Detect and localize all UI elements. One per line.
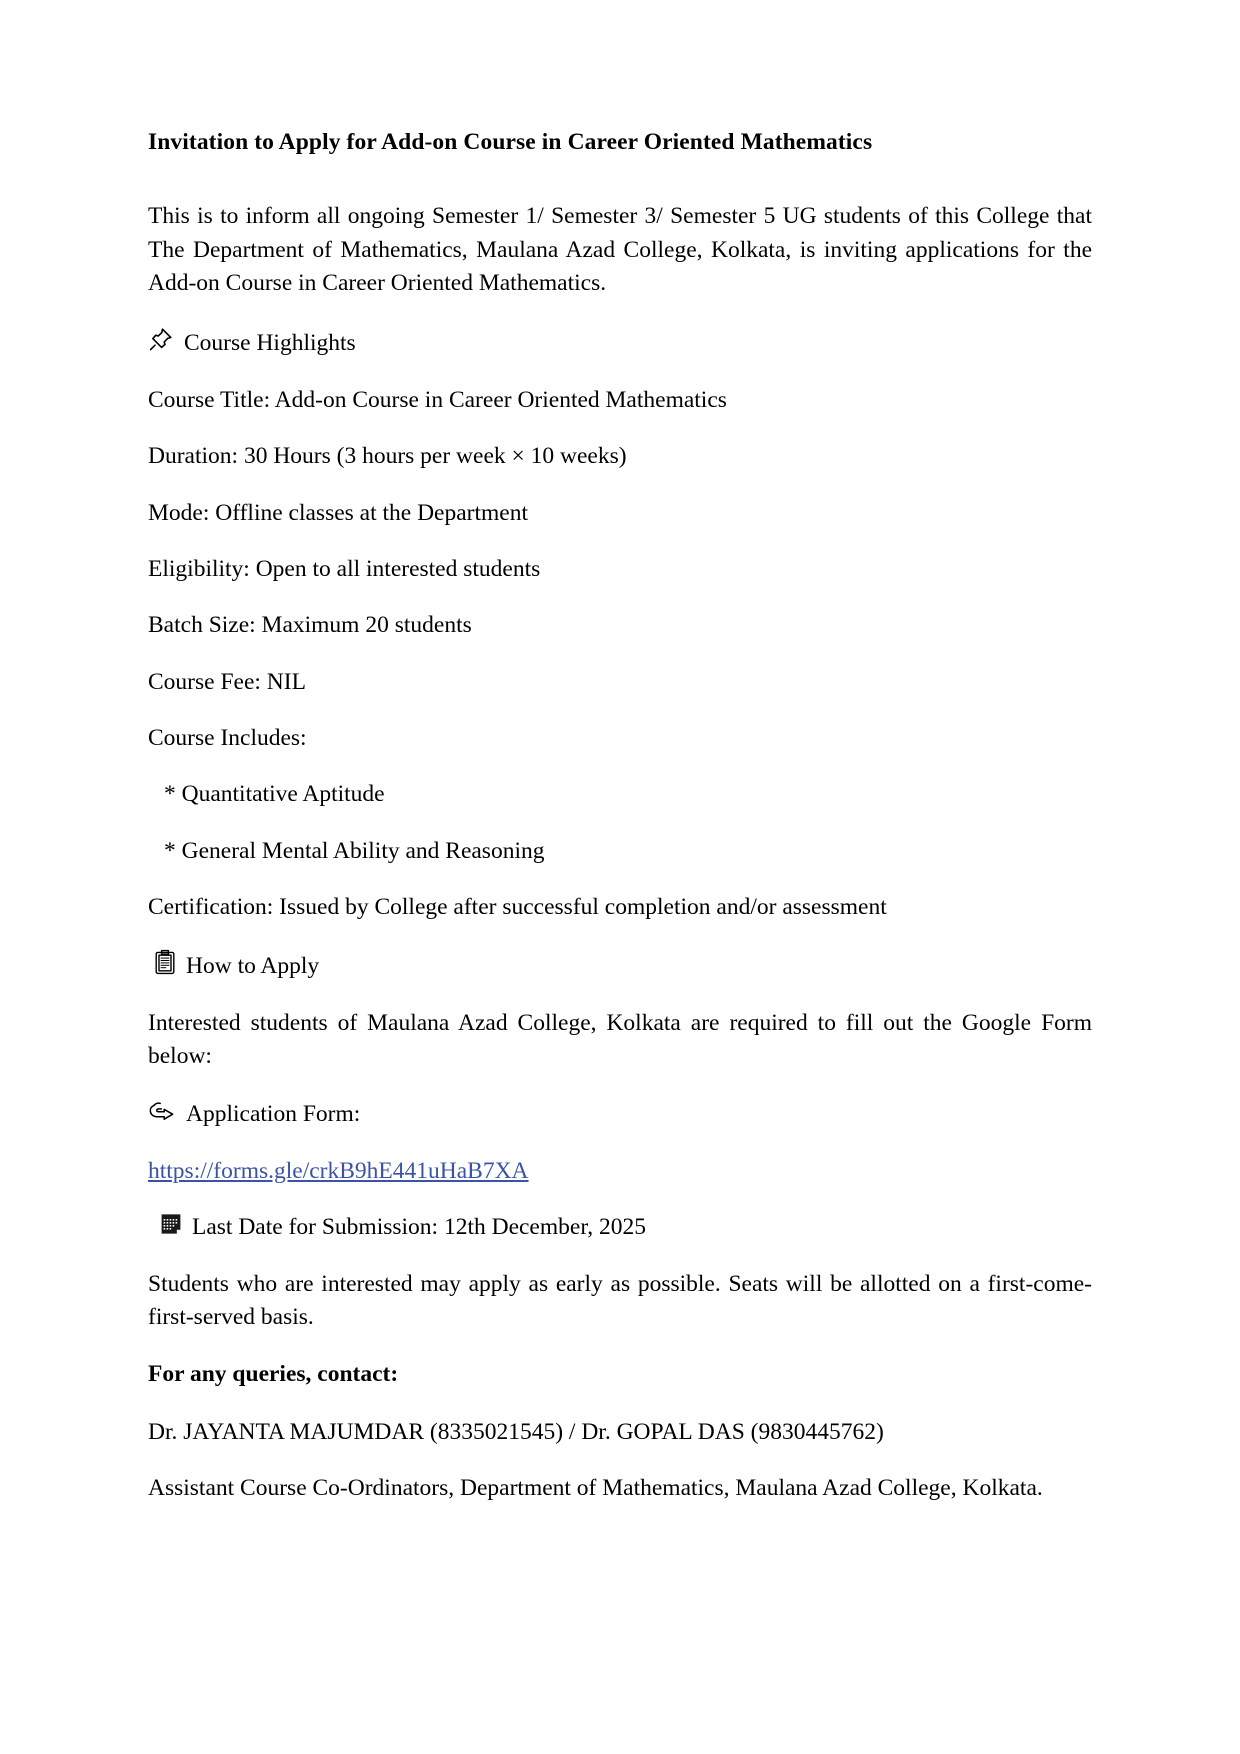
highlight-certification: Certification: Issued by College after successful completion and/or assessment	[148, 894, 887, 921]
list-item: * Quantitative Aptitude	[164, 781, 385, 808]
contact-designation: Assistant Course Co-Ordinators, Department of Mathematics, Maulana Azad College, Kolkata.	[148, 1475, 1043, 1501]
list-item: * General Mental Ability and Reasoning	[164, 837, 545, 864]
course-highlights-heading	[148, 324, 1092, 360]
how-to-apply-body: Interested students of Maulana Azad College, Kolkata are required to fill out the Google Form below:	[148, 1009, 1092, 1070]
deadline-row	[148, 1210, 1092, 1244]
calendar-icon	[160, 1212, 182, 1236]
document-content	[148, 128, 1092, 1505]
application-form-link[interactable]: https://forms.gle/crkB9hE441uHaB7XA	[148, 1157, 529, 1184]
pushpin-icon	[148, 326, 174, 352]
application-form-link-line	[148, 1155, 1092, 1188]
contact-coordinators: Dr. JAYANTA MAJUMDAR (8335021545) / Dr. GOPAL DAS (9830445762)	[148, 1418, 884, 1445]
highlight-batch-size: Batch Size: Maximum 20 students	[148, 612, 472, 639]
how-to-apply-label: How to Apply	[186, 953, 320, 980]
application-form-label: Application Form:	[186, 1101, 361, 1128]
contact-heading: For any queries, contact:	[148, 1361, 399, 1388]
highlight-course-fee: Course Fee: NIL	[148, 668, 306, 695]
intro-paragraph: This is to inform all ongoing Semester 1/ Semester 3/ Semester 5 UG students of this College that The Department of Mathematics, Maulana Azad College, Kolkata, is inviting applications for the Add-on Course in Career Oriented Mathematics.	[148, 203, 1092, 297]
highlight-course-title: Course Title: Add-on Course in Career Oriented Mathematics	[148, 386, 727, 413]
page-title: Invitation to Apply for Add-on Course in Career Oriented Mathematics	[148, 129, 873, 155]
highlight-course-includes: Course Includes:	[148, 724, 307, 751]
highlight-eligibility: Eligibility: Open to all interested students	[148, 555, 541, 582]
how-to-apply-heading	[148, 947, 1092, 983]
deadline-label: Last Date for Submission: 12th December, 2025	[192, 1214, 646, 1241]
highlight-mode: Mode: Offline classes at the Department	[148, 499, 529, 526]
application-form-heading	[148, 1097, 1092, 1131]
clipboard-icon	[154, 949, 176, 975]
pointing-hand-icon	[148, 1099, 176, 1123]
highlight-duration: Duration: 30 Hours (3 hours per week × 10 weeks)	[148, 443, 627, 470]
course-highlights-label: Course Highlights	[184, 330, 356, 357]
closing-paragraph: Students who are interested may apply as early as possible. Seats will be allotted on a first-come-first-served basis.	[148, 1270, 1092, 1330]
